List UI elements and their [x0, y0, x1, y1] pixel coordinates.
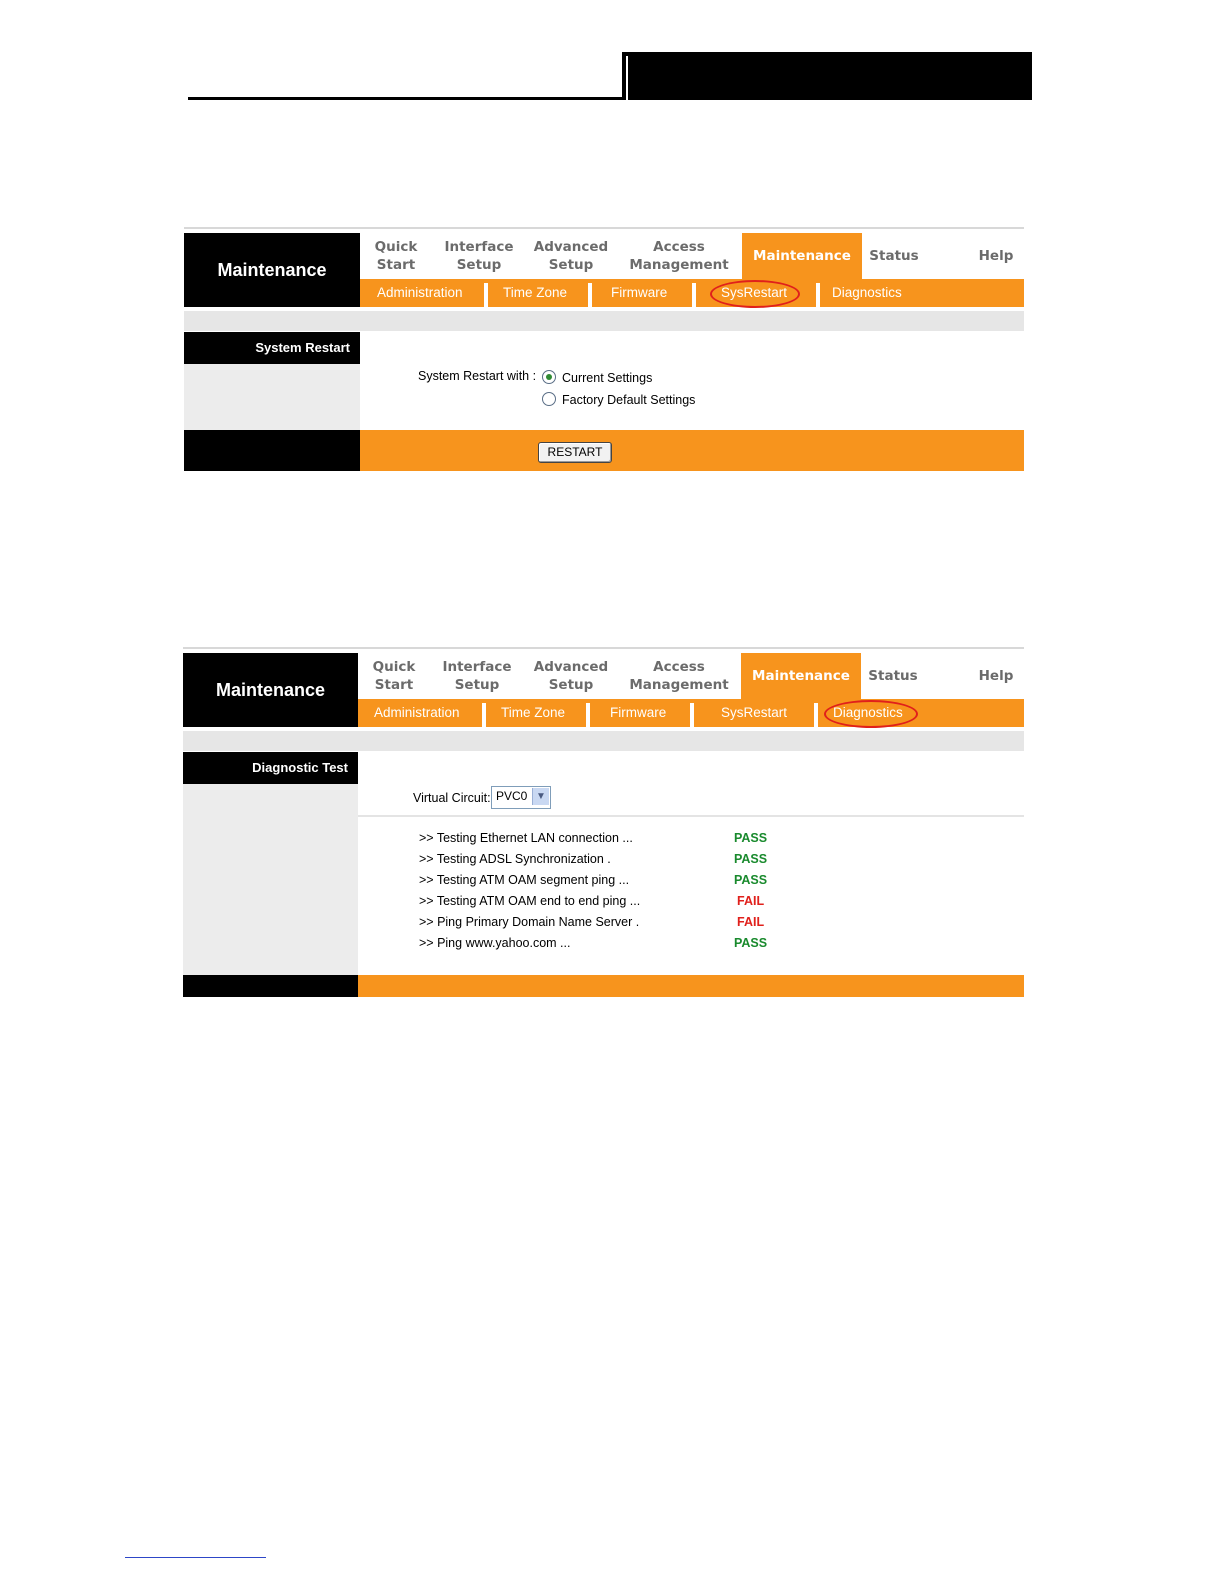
subnav-separator	[814, 703, 818, 727]
nav-quick-start[interactable]: Quick Start	[374, 239, 418, 273]
nav-help[interactable]: Help	[978, 668, 1014, 684]
subnav-separator	[484, 283, 488, 307]
test-label: >> Testing ATM OAM segment ping ...	[419, 873, 630, 887]
diagnostics-panel	[183, 647, 1024, 997]
subnav-sysrestart[interactable]: SysRestart	[721, 705, 788, 720]
subnav-firmware[interactable]: Firmware	[610, 705, 667, 720]
test-label: >> Ping www.yahoo.com ...	[419, 936, 571, 950]
sub-nav	[360, 279, 1024, 307]
subnav-separator	[816, 283, 820, 307]
brand-title: Maintenance	[184, 233, 360, 307]
subnav-administration[interactable]: Administration	[377, 285, 463, 300]
footer-left	[184, 430, 360, 471]
virtual-circuit-label: Virtual Circuit:	[413, 791, 491, 805]
test-result: FAIL	[737, 894, 765, 908]
footer-left	[183, 975, 358, 997]
restart-button[interactable]: RESTART	[538, 442, 612, 463]
option-factory-default: Factory Default Settings	[562, 393, 696, 407]
virtual-circuit-select[interactable]	[491, 786, 551, 809]
nav-status[interactable]: Status	[868, 668, 918, 684]
footer-bar	[358, 975, 1024, 997]
nav-advanced-setup[interactable]: Advanced Setup	[533, 659, 609, 693]
test-result: PASS	[734, 936, 768, 950]
highlight-ring	[710, 280, 800, 308]
chevron-down-icon[interactable]: ▼	[532, 788, 549, 805]
subnav-administration[interactable]: Administration	[374, 705, 460, 720]
nav-help[interactable]: Help	[978, 248, 1014, 264]
nav-interface-setup[interactable]: Interface Setup	[444, 239, 514, 273]
footer-link-line	[125, 1557, 266, 1558]
subnav-separator	[690, 703, 694, 727]
test-label: >> Ping Primary Domain Name Server .	[419, 915, 640, 929]
virtual-circuit-value: PVC0	[496, 789, 528, 803]
grey-strip	[184, 311, 1024, 331]
sidebar-fill	[183, 784, 358, 975]
section-title: System Restart	[184, 332, 360, 364]
panel-top-line	[184, 227, 1024, 229]
test-result: PASS	[734, 831, 768, 845]
diagnostic-content	[358, 752, 1024, 975]
test-result: FAIL	[737, 915, 765, 929]
panel-top-line	[183, 647, 1024, 649]
subnav-diagnostics[interactable]: Diagnostics	[832, 285, 902, 300]
subnav-separator	[692, 283, 696, 307]
nav-access-management[interactable]: Access Management	[629, 659, 729, 693]
sub-nav	[358, 699, 1024, 727]
test-result: PASS	[734, 852, 768, 866]
nav-interface-setup[interactable]: Interface Setup	[442, 659, 512, 693]
subnav-time-zone[interactable]: Time Zone	[503, 285, 568, 300]
content-divider	[358, 815, 1024, 817]
restart-with-label: System Restart with :	[418, 369, 537, 383]
section-title: Diagnostic Test	[183, 752, 358, 784]
header-block	[622, 52, 1032, 100]
test-label: >> Testing Ethernet LAN connection ...	[419, 831, 633, 845]
radio-current-settings[interactable]	[542, 370, 556, 384]
main-nav	[358, 653, 1024, 699]
sidebar-fill	[184, 364, 360, 430]
header-rule	[188, 97, 624, 100]
subnav-separator	[586, 703, 590, 727]
subnav-time-zone[interactable]: Time Zone	[501, 705, 566, 720]
footer-bar	[360, 430, 1024, 471]
test-label: >> Testing ATM OAM end to end ping ...	[419, 894, 641, 908]
sysrestart-panel	[184, 227, 1024, 472]
nav-quick-start[interactable]: Quick Start	[372, 659, 416, 693]
nav-access-management[interactable]: Access Management	[629, 239, 729, 273]
subnav-diagnostics[interactable]: Diagnostics	[833, 705, 903, 720]
nav-maintenance[interactable]: Maintenance	[741, 653, 861, 699]
grey-strip	[183, 731, 1024, 751]
nav-maintenance[interactable]: Maintenance	[742, 233, 862, 279]
nav-advanced-setup[interactable]: Advanced Setup	[533, 239, 609, 273]
highlight-ring	[824, 700, 918, 728]
subnav-separator	[588, 283, 592, 307]
subnav-firmware[interactable]: Firmware	[611, 285, 668, 300]
brand-title: Maintenance	[183, 653, 358, 727]
test-result: PASS	[734, 873, 768, 887]
subnav-sysrestart[interactable]: SysRestart	[721, 285, 788, 300]
restart-form	[360, 332, 1024, 430]
radio-factory-default[interactable]	[542, 392, 556, 406]
subnav-separator	[482, 703, 486, 727]
option-current-settings: Current Settings	[562, 371, 653, 385]
test-label: >> Testing ADSL Synchronization .	[419, 852, 611, 866]
main-nav	[360, 233, 1024, 279]
nav-status[interactable]: Status	[869, 248, 919, 264]
